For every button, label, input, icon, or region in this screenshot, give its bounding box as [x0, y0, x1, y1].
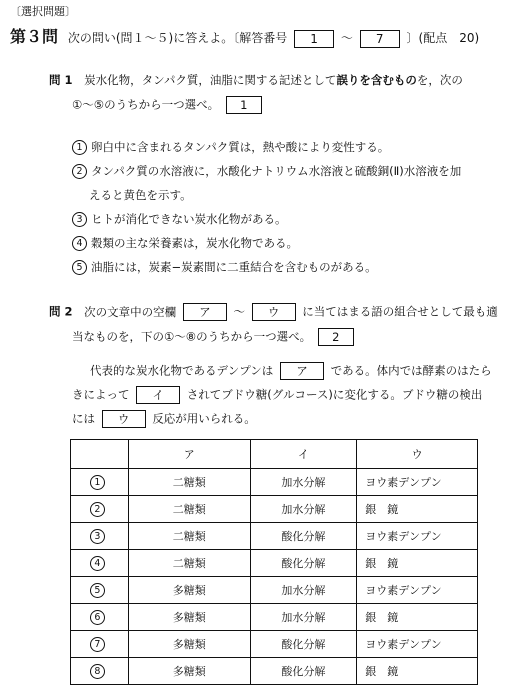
- answer-range-start-box: 1: [294, 30, 334, 48]
- option-number: 2: [72, 164, 87, 179]
- choice-number: 7: [90, 637, 105, 652]
- table-cell: 銀 鏡: [357, 658, 478, 685]
- table-cell: 銀 鏡: [357, 496, 478, 523]
- q1-text-a: 炭水化物，タンパク質，油脂に関する記述として: [84, 73, 337, 87]
- table-row: [71, 496, 478, 523]
- choice-number: 1: [90, 475, 105, 490]
- q1-option-2: [72, 163, 461, 179]
- table-cell: ヨウ素デンプン: [357, 577, 478, 604]
- table-header-a: ア: [128, 440, 250, 469]
- table-header-i: イ: [250, 440, 357, 469]
- choice-number-cell: [71, 658, 129, 685]
- table-cell: ヨウ素デンプン: [357, 469, 478, 496]
- choice-number: 3: [90, 529, 105, 544]
- choice-number-cell: [71, 469, 129, 496]
- table-cell: 多糖類: [128, 604, 250, 631]
- table-cell: ヨウ素デンプン: [357, 631, 478, 658]
- q2-text-b: に当てはまる語の組合せとして最も適: [302, 304, 498, 319]
- range-tilde: ～: [340, 31, 353, 45]
- q1-option-2-cont: えると黄色を示す。: [89, 188, 192, 202]
- q1-line-2: [72, 96, 265, 114]
- q2-line-1: [49, 303, 498, 321]
- q2-text-a: 次の文章中の空欄: [84, 304, 177, 319]
- q1-answer-box: 1: [226, 96, 262, 114]
- q2-label: 問 2: [49, 304, 73, 319]
- table-cell: 二糖類: [128, 550, 250, 577]
- option-number: 4: [72, 236, 87, 251]
- option-text: タンパク質の水溶液に，水酸化ナトリウム水溶液と硫酸銅(Ⅱ)水溶液を加: [91, 164, 462, 178]
- q1-option-1: [72, 139, 389, 155]
- q1-option-3: [72, 211, 287, 227]
- table-header-row: [71, 440, 478, 469]
- option-text: ヒトが消化できない炭水化物がある。: [91, 212, 287, 226]
- table-row: [71, 658, 478, 685]
- choice-number-cell: [71, 496, 129, 523]
- q1-range: ①～⑤: [72, 97, 105, 112]
- choice-number: 2: [90, 502, 105, 517]
- table-cell: ヨウ素デンプン: [357, 523, 478, 550]
- table-cell: 銀 鏡: [357, 604, 478, 631]
- choice-number: 6: [90, 610, 105, 625]
- q2-answer-box: 2: [318, 328, 354, 346]
- passage-text: には: [72, 411, 95, 426]
- choice-number-cell: [71, 550, 129, 577]
- table-header-u: ウ: [357, 440, 478, 469]
- choice-number: 5: [90, 583, 105, 598]
- section-category: 〔選択問題〕: [10, 5, 76, 18]
- table-cell: 多糖類: [128, 631, 250, 658]
- passage-text: 代表的な炭水化物であるデンプンは: [90, 363, 274, 378]
- question-3-header: [10, 24, 479, 48]
- q1-option-4: [72, 235, 298, 251]
- blank-a-box: ア: [183, 303, 227, 321]
- passage-text: 反応が用いられる。: [152, 411, 256, 426]
- table-row: [71, 523, 478, 550]
- choice-number-cell: [71, 523, 129, 550]
- question-3-lead: 次の問い(問１～５)に答えよ。〔解答番号: [67, 31, 288, 45]
- passage-blank-u: ウ: [102, 410, 146, 428]
- q2-range: ①～⑧: [164, 329, 197, 344]
- passage-blank-a: ア: [280, 362, 324, 380]
- passage-blank-i: イ: [136, 386, 180, 404]
- answer-choice-table: [70, 439, 478, 685]
- option-text: 卵白中に含まれるタンパク質は，熱や酸により変性する。: [91, 140, 390, 154]
- table-cell: 多糖類: [128, 577, 250, 604]
- q2-tilde: ～: [233, 304, 245, 319]
- q2-line-2: [72, 328, 357, 346]
- table-cell: 酸化分解: [250, 631, 357, 658]
- table-cell: 酸化分解: [250, 523, 357, 550]
- choice-number-cell: [71, 604, 129, 631]
- table-cell: 二糖類: [128, 496, 250, 523]
- q1-option-5: [72, 259, 377, 275]
- option-number: 1: [72, 140, 87, 155]
- passage-line-1: [90, 362, 492, 380]
- q1-text-bold: 誤りを含むもの: [336, 73, 417, 87]
- table-cell: 銀 鏡: [357, 550, 478, 577]
- answer-range-end-box: 7: [360, 30, 400, 48]
- table-header-corner: [71, 440, 129, 469]
- choice-number: 8: [90, 664, 105, 679]
- option-number: 5: [72, 260, 87, 275]
- q1-label: 問 1: [49, 73, 73, 87]
- choice-number-cell: [71, 631, 129, 658]
- q1-text-b: を，次の: [416, 73, 463, 87]
- q2-line2-a: 当なものを，下の: [72, 329, 164, 344]
- table-row: [71, 631, 478, 658]
- choice-number: 4: [90, 556, 105, 571]
- passage-text: である。体内では酵素のはたら: [330, 363, 492, 378]
- q2-line2-b: のうちから一つ選べ。: [196, 329, 312, 344]
- choice-number-cell: [71, 577, 129, 604]
- table-row: [71, 469, 478, 496]
- passage-line-3: [72, 410, 256, 428]
- blank-u-box: ウ: [252, 303, 296, 321]
- table-cell: 酸化分解: [250, 550, 357, 577]
- table-row: [71, 577, 478, 604]
- table-cell: 加水分解: [250, 577, 357, 604]
- passage-text: きによって: [72, 387, 130, 402]
- table-cell: 二糖類: [128, 469, 250, 496]
- table-cell: 加水分解: [250, 496, 357, 523]
- q1-line2-text: のうちから一つ選べ。: [104, 97, 220, 112]
- q1-line-1: [49, 72, 463, 88]
- table-row: [71, 604, 478, 631]
- table-cell: 加水分解: [250, 469, 357, 496]
- question-3-title: 第３問: [10, 27, 59, 46]
- passage-text: されてブドウ糖(グルコース)に変化する。ブドウ糖の検出: [186, 387, 483, 402]
- option-text: 穀類の主な栄養素は，炭水化物である。: [91, 236, 298, 250]
- table-cell: 酸化分解: [250, 658, 357, 685]
- option-text: 油脂には，炭素−炭素間に二重結合を含むものがある。: [91, 260, 377, 274]
- table-cell: 多糖類: [128, 658, 250, 685]
- table-cell: 二糖類: [128, 523, 250, 550]
- passage-line-2: [72, 386, 482, 404]
- question-3-points: 〕(配点 20): [406, 31, 480, 45]
- table-row: [71, 550, 478, 577]
- table-cell: 加水分解: [250, 604, 357, 631]
- option-number: 3: [72, 212, 87, 227]
